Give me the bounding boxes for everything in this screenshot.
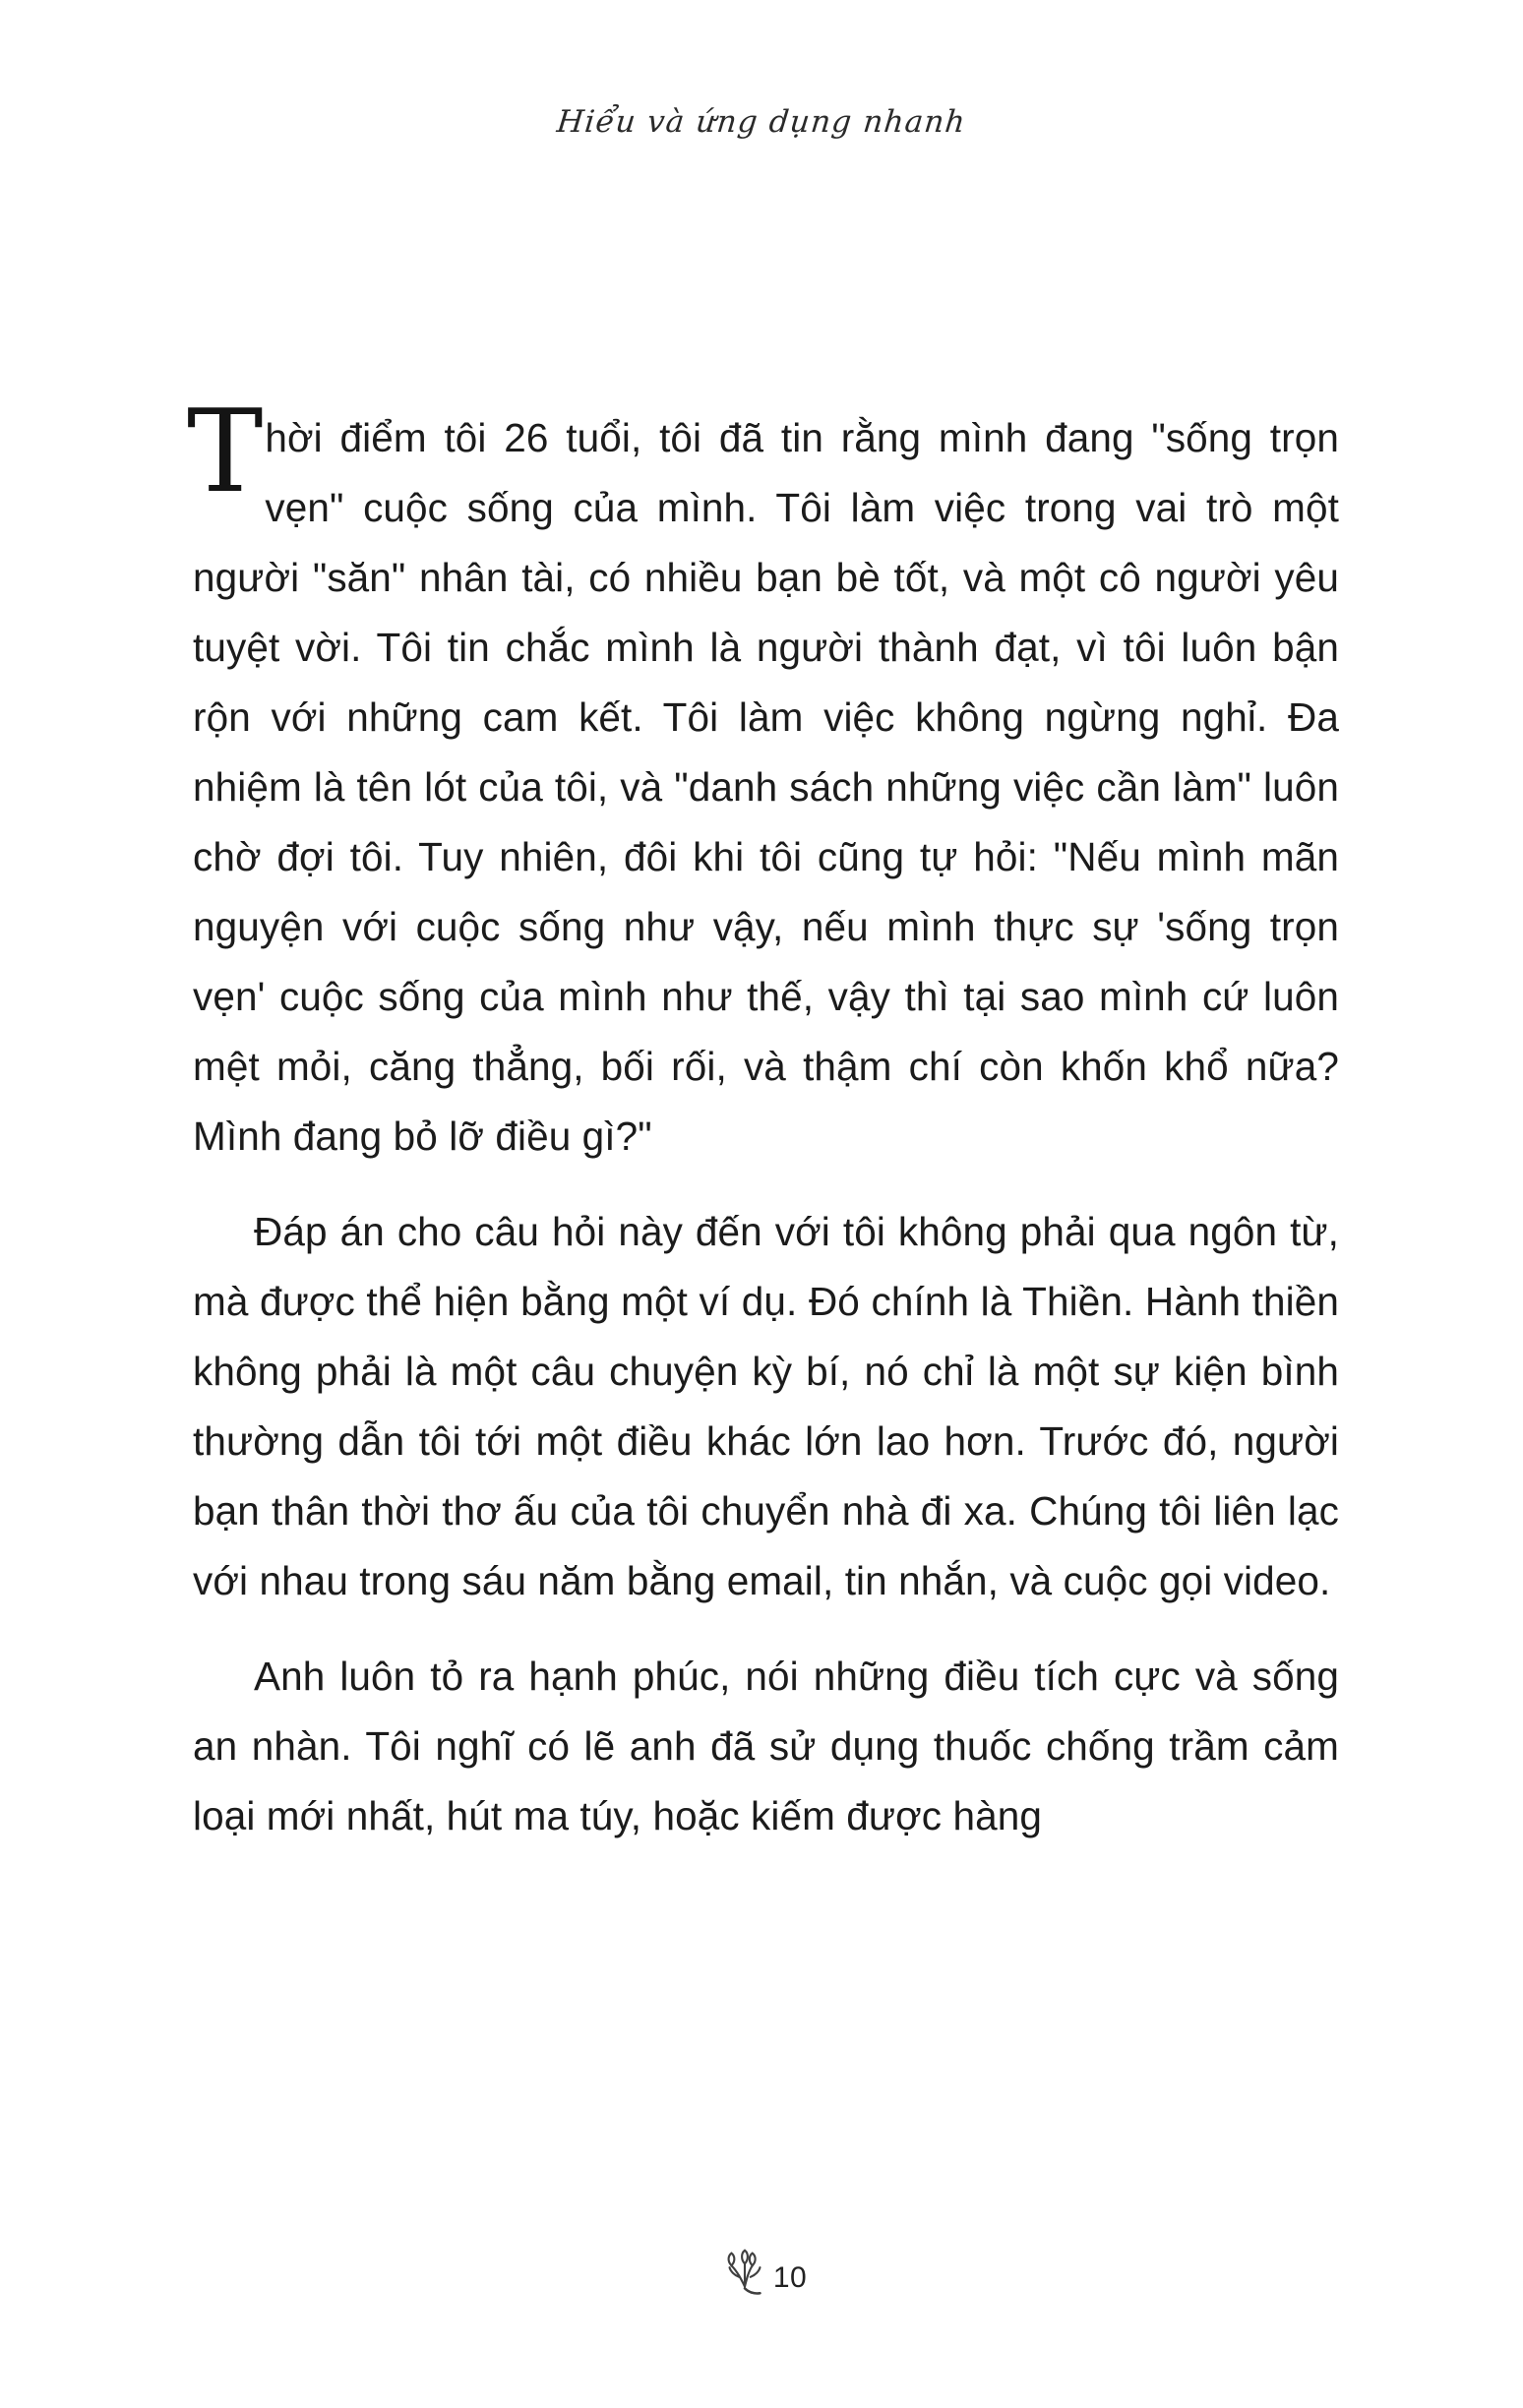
leaf-sprig-icon — [716, 2243, 773, 2300]
drop-cap-letter: T — [187, 386, 262, 518]
running-head: Hiểu và ứng dụng nhanh — [555, 104, 968, 140]
paragraph-2: Đáp án cho câu hỏi này đến với tôi không phải qua ngôn từ, mà được thể hiện bằng một ví dụ. Đó chính là Thiền. Hành thiền không phải là một câu chuyện kỳ bí, nó chỉ là một sự kiện bình thường dẫn tôi tới một điều khác lớn lao hơn. Trước đó, người bạn thân thời thơ ấu của tôi chuyển nhà đi xa. Chúng tôi liên lạc với nhau trong sáu năm bằng email, tin nhắn, và cuộc gọi video. — [193, 1209, 1339, 1603]
paragraph-3: Anh luôn tỏ ra hạnh phúc, nói những điều tích cực và sống an nhàn. Tôi nghĩ có lẽ anh đã sử dụng thuốc chống trầm cảm loại mới nhất, hút ma túy, hoặc kiếm được hàng — [193, 1654, 1339, 1838]
body-text-block — [187, 386, 1339, 1851]
paragraph-1-text: hời điểm tôi 26 tuổi, tôi đã tin rằng mình đang "sống trọn vẹn" cuộc sống của mình. Tôi làm việc trong vai trò một người "săn" nhân tài, có nhiều bạn bè tốt, và một cô người yêu tuyệt vời. Tôi tin chắc mình là người thành đạt, vì tôi luôn bận rộn với những cam kết. Tôi làm việc không ngừng nghỉ. Đa nhiệm là tên lót của tôi, và "danh sách những việc cần làm" luôn chờ đợi tôi. Tuy nhiên, đôi khi tôi cũng tự hỏi: "Nếu mình mãn nguyện với cuộc sống như vậy, nếu mình thực sự 'sống trọn vẹn' cuộc sống của mình như thế, vậy thì tại sao mình cứ luôn mệt mỏi, căng thẳng, bối rối, và thậm chí còn khốn khổ nữa? Mình đang bỏ lỡ điều gì?" — [193, 415, 1339, 1159]
paragraph-1 — [187, 386, 1339, 1172]
page-footer — [0, 2243, 1523, 2300]
page-number: 10 — [772, 2261, 808, 2294]
